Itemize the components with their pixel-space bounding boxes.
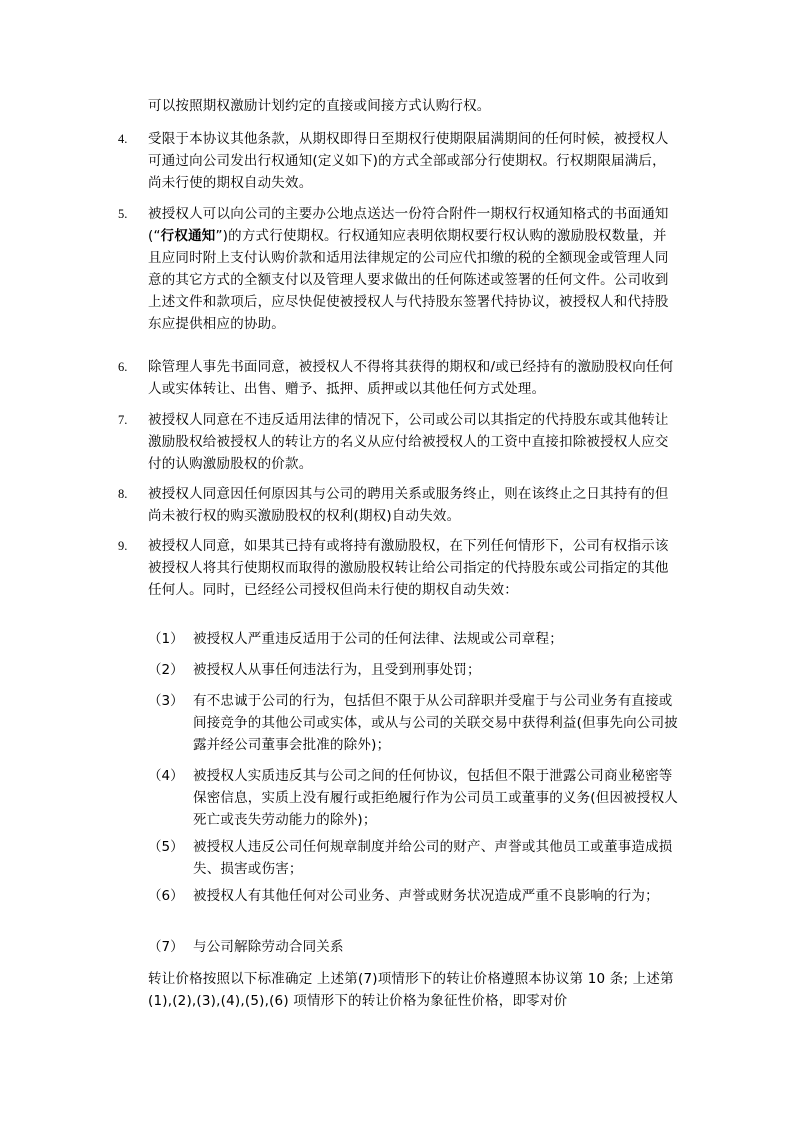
condition-number: （6） (148, 888, 184, 904)
clause-number: 4. (118, 132, 128, 146)
continuation-paragraph: 可以按照期权激励计划约定的直接或间接方式认购行权。 (148, 98, 491, 114)
clause-text: 除管理人事先书面同意，被授权人不得将其获得的期权和/或已经持有的激励股权向任何人或实体转让、出售、赠予、抵押、质押或以其他任何方式处理。 (148, 359, 674, 397)
condition-text: 被授权人严重违反适用于公司的任何法律、法规或公司章程； (193, 631, 563, 647)
condition-text: 被授权人违反公司任何规章制度并给公司的财产、声誉或其他员工或董事造成损失、损害或伤害； (193, 839, 673, 877)
condition-number: （7） (148, 939, 184, 955)
condition-text: 有不忠诚于公司的行为，包括但不限于从公司辞职并受雇于与公司业务有直接或间接竞争的其他公司或实体，或从与公司的关联交易中获得利益(但事先向公司披露并经公司董事会批准的除外)； (193, 693, 678, 753)
closing-paragraph: 转让价格按照以下标准确定 上述第(7)项情形下的转让价格遵照本协议第 10 条; 上述第(1),(2),(3),(4),(5),(6) 项情形下的转让价格为象征性价格，即零对价 (148, 971, 674, 1009)
clause-number: 9. (118, 539, 128, 553)
clause-number: 5. (118, 207, 128, 221)
condition-number: （1） (148, 631, 184, 647)
clause-text: 被授权人同意，如果其已持有或将持有激励股权，在下列任何情形下，公司有权指示该被授权人将其行使期权而取得的激励股权转让给公司指定的代持股东或公司指定的其他任何人。同时，已经经公司授权但尚未行使的期权自动失效： (148, 538, 669, 598)
condition-text: 与公司解除劳动合同关系 (193, 939, 344, 955)
clause-number: 8. (118, 487, 128, 501)
clause-text: 被授权人同意因任何原因其与公司的聘用关系或服务终止，则在该终止之日其持有的但尚未被行权的购买激励股权的权利(期权)自动失效。 (148, 486, 669, 524)
condition-number: （2） (148, 662, 184, 678)
condition-text: 被授权人从事任何违法行为，且受到刑事处罚； (193, 662, 481, 678)
condition-text: 被授权人有其他任何对公司业务、声誉或财务状况造成严重不良影响的行为； (193, 888, 659, 904)
clause-number: 7. (118, 413, 128, 427)
defined-term: 行权通知 (160, 228, 216, 244)
condition-number: （4） (148, 768, 184, 784)
condition-number: （5） (148, 839, 184, 855)
condition-text: 被授权人实质违反其与公司之间的任何协议，包括但不限于泄露公司商业秘密等保密信息，实质上没有履行或拒绝履行作为公司员工或董事的义务(但因被授权人死亡或丧失劳动能力的除外)； (193, 768, 678, 828)
clause-text: 被授权人同意在不违反适用法律的情况下，公司或公司以其指定的代持股东或其他转让激励股权给被授权人的转让方的名义从应付给被授权人的工资中直接扣除被授权人应交付的认购激励股权的价款。 (148, 412, 669, 472)
clause-text (148, 203, 678, 335)
condition-number: （3） (148, 693, 184, 709)
clause-number: 6. (118, 360, 128, 374)
clause-text-part: 被授权人可以向公司的主要办公地点送达一份符合附件一期权行权通知格式的书面通知(“ (148, 206, 669, 244)
clause-text-part: ”)的方式行使期权。行权通知应表明依期权要行权认购的激励股权数量，并且应同时附上支付认购价款和适用法律规定的公司应代扣缴的税的全额现金或管理人同意的其它方式的全额支付以及管理人要求做出的任何陈述或签署的任何文件。公司收到上述文件和款项后，应尽快促使被授权人与代持股东签署代持协议，被授权人和代持股东应提供相应的协助。 (148, 228, 669, 332)
clause-text: 受限于本协议其他条款，从期权即得日至期权行使期限届满期间的任何时候，被授权人可通过向公司发出行权通知(定义如下)的方式全部或部分行使期权。行权期限届满后，尚未行使的期权自动失效。 (148, 131, 669, 191)
